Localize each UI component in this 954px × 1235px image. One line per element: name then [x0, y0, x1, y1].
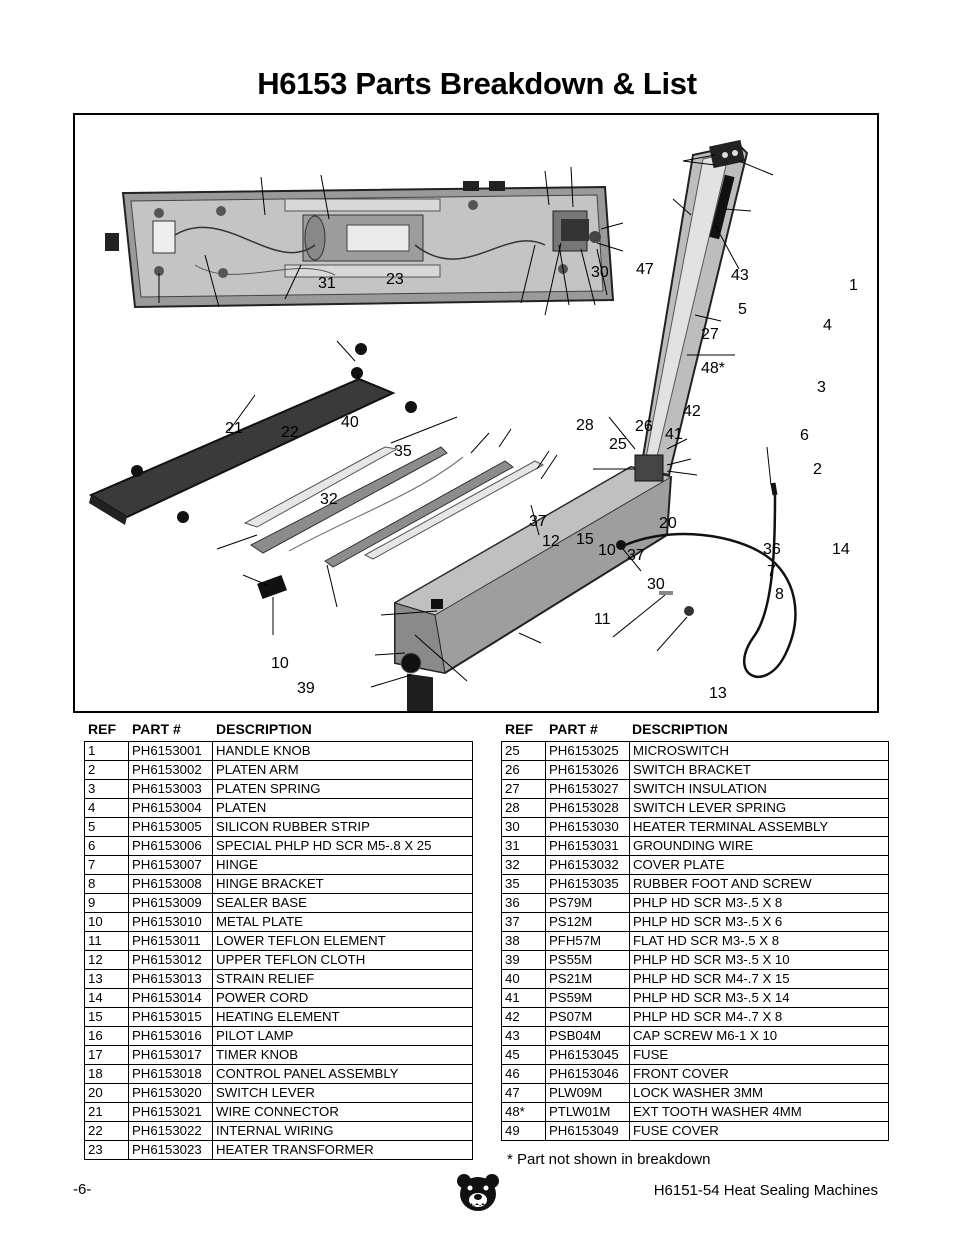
ref-cell: 32 [502, 856, 546, 875]
part-number-cell: PH6153013 [129, 970, 213, 989]
housing-interior [105, 181, 613, 307]
table-row [85, 932, 473, 951]
part-number-cell: PTLW01M [546, 1103, 630, 1122]
description-cell: GROUNDING WIRE [630, 837, 889, 856]
ref-cell: 11 [85, 932, 129, 951]
table-row [502, 951, 889, 970]
part-number-cell: PFH57M [546, 932, 630, 951]
callout-30: 30 [591, 264, 609, 281]
part-number-cell: PS07M [546, 1008, 630, 1027]
table-row [85, 742, 473, 761]
table-row [85, 1027, 473, 1046]
table-row [502, 742, 889, 761]
ref-cell: 49 [502, 1122, 546, 1141]
description-cell: SWITCH INSULATION [630, 780, 889, 799]
ref-cell: 6 [85, 837, 129, 856]
description-cell: HEATER TRANSFORMER [213, 1141, 473, 1160]
description-cell: FRONT COVER [630, 1065, 889, 1084]
ref-cell: 7 [85, 856, 129, 875]
table-row [502, 1027, 889, 1046]
part-number-cell: PH6153002 [129, 761, 213, 780]
callout-30: 30 [647, 576, 665, 593]
description-cell: PHLP HD SCR M3-.5 X 10 [630, 951, 889, 970]
part-number-cell: PS55M [546, 951, 630, 970]
description-cell: FLAT HD SCR M3-.5 X 8 [630, 932, 889, 951]
description-cell: HINGE [213, 856, 473, 875]
description-cell: SWITCH BRACKET [630, 761, 889, 780]
platen-arm [641, 140, 747, 475]
part-number-cell: PH6153027 [546, 780, 630, 799]
table-row [85, 951, 473, 970]
left-header-part: PART # [132, 721, 181, 737]
callout-37: 37 [627, 547, 645, 564]
table-row [502, 799, 889, 818]
ref-cell: 41 [502, 989, 546, 1008]
part-number-cell: PH6153008 [129, 875, 213, 894]
callout-1: 1 [849, 277, 858, 294]
callout-23: 23 [386, 271, 404, 288]
description-cell: TIMER KNOB [213, 1046, 473, 1065]
description-cell: PHLP HD SCR M4-.7 X 15 [630, 970, 889, 989]
table-row [502, 1065, 889, 1084]
table-row [85, 1008, 473, 1027]
part-number-cell: PH6153018 [129, 1065, 213, 1084]
ref-cell: 40 [502, 970, 546, 989]
description-cell: SWITCH LEVER SPRING [630, 799, 889, 818]
ref-cell: 45 [502, 1046, 546, 1065]
description-cell: MICROSWITCH [630, 742, 889, 761]
left-header-ref: REF [88, 721, 116, 737]
table-row [85, 799, 473, 818]
part-number-cell: PH6153015 [129, 1008, 213, 1027]
description-cell: HANDLE KNOB [213, 742, 473, 761]
ref-cell: 43 [502, 1027, 546, 1046]
part-number-cell: PH6153003 [129, 780, 213, 799]
description-cell: SEALER BASE [213, 894, 473, 913]
table-row [502, 761, 889, 780]
description-cell: POWER CORD [213, 989, 473, 1008]
callout-10: 10 [271, 655, 289, 672]
callout-41: 41 [665, 426, 683, 443]
ref-cell: 23 [85, 1141, 129, 1160]
callout-2: 2 [813, 461, 822, 478]
description-cell: LOCK WASHER 3MM [630, 1084, 889, 1103]
ref-cell: 20 [85, 1084, 129, 1103]
grizzly-bear-logo-icon [456, 1172, 500, 1217]
table-row [502, 1008, 889, 1027]
ref-cell: 3 [85, 780, 129, 799]
part-number-cell: PH6153045 [546, 1046, 630, 1065]
part-number-cell: PH6153010 [129, 913, 213, 932]
callout-12: 12 [542, 533, 560, 550]
part-number-cell: PH6153025 [546, 742, 630, 761]
callout-15: 15 [576, 531, 594, 548]
callout-5: 5 [738, 301, 747, 318]
table-row [502, 913, 889, 932]
ref-cell: 42 [502, 1008, 546, 1027]
ref-cell: 30 [502, 818, 546, 837]
callout-35: 35 [394, 443, 412, 460]
description-cell: INTERNAL WIRING [213, 1122, 473, 1141]
callout-22: 22 [281, 424, 299, 441]
ref-cell: 5 [85, 818, 129, 837]
description-cell: LOWER TEFLON ELEMENT [213, 932, 473, 951]
table-row [85, 780, 473, 799]
callout-21: 21 [225, 420, 243, 437]
ref-cell: 13 [85, 970, 129, 989]
part-number-cell: PH6153005 [129, 818, 213, 837]
ref-cell: 17 [85, 1046, 129, 1065]
part-number-cell: PH6153020 [129, 1084, 213, 1103]
ref-cell: 26 [502, 761, 546, 780]
description-cell: HINGE BRACKET [213, 875, 473, 894]
part-number-cell: PH6153022 [129, 1122, 213, 1141]
part-number-cell: PH6153007 [129, 856, 213, 875]
ref-cell: 12 [85, 951, 129, 970]
ref-cell: 9 [85, 894, 129, 913]
description-cell: PHLP HD SCR M3-.5 X 14 [630, 989, 889, 1008]
callout-39: 39 [297, 680, 315, 697]
ref-cell: 22 [85, 1122, 129, 1141]
table-row [502, 1122, 889, 1141]
parts-table-left [84, 741, 473, 1160]
description-cell: STRAIN RELIEF [213, 970, 473, 989]
description-cell: PLATEN SPRING [213, 780, 473, 799]
table-row [85, 1103, 473, 1122]
part-number-cell: PH6153014 [129, 989, 213, 1008]
table-row [85, 818, 473, 837]
table-row [502, 1103, 889, 1122]
table-row [502, 856, 889, 875]
table-row [502, 818, 889, 837]
description-cell: SWITCH LEVER [213, 1084, 473, 1103]
description-cell: FUSE COVER [630, 1122, 889, 1141]
right-header-part: PART # [549, 721, 598, 737]
table-row [502, 875, 889, 894]
ref-cell: 46 [502, 1065, 546, 1084]
part-number-cell: PH6153026 [546, 761, 630, 780]
callout-47: 47 [636, 261, 654, 278]
part-number-cell: PH6153032 [546, 856, 630, 875]
callout-37: 37 [529, 513, 547, 530]
ref-cell: 47 [502, 1084, 546, 1103]
description-cell: FUSE [630, 1046, 889, 1065]
part-number-cell: PH6153011 [129, 932, 213, 951]
ref-cell: 8 [85, 875, 129, 894]
callout-14: 14 [832, 541, 850, 558]
page-number: -6- [73, 1181, 92, 1198]
part-number-cell: PS79M [546, 894, 630, 913]
table-row [85, 1122, 473, 1141]
table-row [85, 761, 473, 780]
callout-27: 27 [701, 326, 719, 343]
table-row [85, 837, 473, 856]
parts-table-right [501, 741, 889, 1141]
ref-cell: 10 [85, 913, 129, 932]
part-number-cell: PH6153046 [546, 1065, 630, 1084]
ref-cell: 4 [85, 799, 129, 818]
callout-26: 26 [635, 418, 653, 435]
footnote: * Part not shown in breakdown [507, 1151, 711, 1168]
ref-cell: 27 [502, 780, 546, 799]
description-cell: SPECIAL PHLP HD SCR M5-.8 X 25 [213, 837, 473, 856]
part-number-cell: PLW09M [546, 1084, 630, 1103]
description-cell: RUBBER FOOT AND SCREW [630, 875, 889, 894]
callout-20: 20 [659, 515, 677, 532]
part-number-cell: PH6153017 [129, 1046, 213, 1065]
ref-cell: 14 [85, 989, 129, 1008]
description-cell: HEATING ELEMENT [213, 1008, 473, 1027]
callout-28: 28 [576, 417, 594, 434]
part-number-cell: PH6153012 [129, 951, 213, 970]
parts-breakdown-diagram [73, 113, 879, 713]
right-header-desc: DESCRIPTION [632, 721, 728, 737]
table-row [85, 989, 473, 1008]
part-number-cell: PH6153009 [129, 894, 213, 913]
description-cell: WIRE CONNECTOR [213, 1103, 473, 1122]
part-number-cell: PH6153049 [546, 1122, 630, 1141]
table-row [85, 875, 473, 894]
description-cell: PILOT LAMP [213, 1027, 473, 1046]
callout-36: 36 [763, 541, 781, 558]
ref-cell: 2 [85, 761, 129, 780]
ref-cell: 39 [502, 951, 546, 970]
callout-48-star: 48* [701, 360, 726, 377]
description-cell: PHLP HD SCR M3-.5 X 6 [630, 913, 889, 932]
table-row [502, 780, 889, 799]
right-header-ref: REF [505, 721, 533, 737]
table-row [85, 1141, 473, 1160]
description-cell: SILICON RUBBER STRIP [213, 818, 473, 837]
table-row [85, 894, 473, 913]
ref-cell: 15 [85, 1008, 129, 1027]
description-cell: PHLP HD SCR M3-.5 X 8 [630, 894, 889, 913]
ref-cell: 38 [502, 932, 546, 951]
ref-cell: 36 [502, 894, 546, 913]
ref-cell: 37 [502, 913, 546, 932]
part-number-cell: PH6153030 [546, 818, 630, 837]
description-cell: PHLP HD SCR M4-.7 X 8 [630, 1008, 889, 1027]
callout-4: 4 [823, 317, 832, 334]
part-number-cell: PH6153028 [546, 799, 630, 818]
callout-25: 25 [609, 436, 627, 453]
part-number-cell: PSB04M [546, 1027, 630, 1046]
ref-cell: 16 [85, 1027, 129, 1046]
callout-11: 11 [594, 611, 611, 628]
description-cell: METAL PLATE [213, 913, 473, 932]
callout-6: 6 [800, 427, 809, 444]
part-number-cell: PH6153031 [546, 837, 630, 856]
ref-cell: 28 [502, 799, 546, 818]
footer-title: H6151-54 Heat Sealing Machines [653, 1182, 878, 1199]
part-number-cell: PH6153004 [129, 799, 213, 818]
part-number-cell: PH6153021 [129, 1103, 213, 1122]
ref-cell: 35 [502, 875, 546, 894]
description-cell: PLATEN [213, 799, 473, 818]
part-number-cell: PH6153006 [129, 837, 213, 856]
callout-10: 10 [598, 542, 616, 559]
part-number-cell: PH6153035 [546, 875, 630, 894]
ref-cell: 1 [85, 742, 129, 761]
part-number-cell: PH6153016 [129, 1027, 213, 1046]
ref-cell: 31 [502, 837, 546, 856]
left-header-desc: DESCRIPTION [216, 721, 312, 737]
table-row [85, 1065, 473, 1084]
ref-cell: 18 [85, 1065, 129, 1084]
ref-cell: 25 [502, 742, 546, 761]
callout-40: 40 [341, 414, 359, 431]
part-number-cell: PH6153001 [129, 742, 213, 761]
table-row [502, 1046, 889, 1065]
table-row [502, 989, 889, 1008]
table-row [85, 1084, 473, 1103]
table-row [502, 970, 889, 989]
description-cell: CAP SCREW M6-1 X 10 [630, 1027, 889, 1046]
part-number-cell: PS21M [546, 970, 630, 989]
description-cell: COVER PLATE [630, 856, 889, 875]
part-number-cell: PH6153023 [129, 1141, 213, 1160]
table-row [85, 913, 473, 932]
callout-8: 8 [775, 586, 784, 603]
table-row [502, 894, 889, 913]
ref-cell: 48* [502, 1103, 546, 1122]
ref-cell: 21 [85, 1103, 129, 1122]
table-row [85, 1046, 473, 1065]
exploded-view-illustration [75, 115, 879, 713]
table-row [85, 856, 473, 875]
table-row [502, 932, 889, 951]
callout-7: 7 [767, 563, 776, 580]
cover-plate [89, 343, 417, 525]
part-number-cell: PS12M [546, 913, 630, 932]
table-row [502, 1084, 889, 1103]
description-cell: PLATEN ARM [213, 761, 473, 780]
callout-31: 31 [318, 275, 336, 292]
description-cell: UPPER TEFLON CLOTH [213, 951, 473, 970]
callout-42: 42 [683, 403, 701, 420]
description-cell: CONTROL PANEL ASSEMBLY [213, 1065, 473, 1084]
table-row [502, 837, 889, 856]
table-row [85, 970, 473, 989]
description-cell: EXT TOOTH WASHER 4MM [630, 1103, 889, 1122]
description-cell: HEATER TERMINAL ASSEMBLY [630, 818, 889, 837]
callout-32: 32 [320, 491, 338, 508]
page-title: H6153 Parts Breakdown & List [257, 66, 697, 101]
callout-3: 3 [817, 379, 826, 396]
part-number-cell: PS59M [546, 989, 630, 1008]
callout-43: 43 [731, 267, 749, 284]
callout-13: 13 [709, 685, 727, 702]
